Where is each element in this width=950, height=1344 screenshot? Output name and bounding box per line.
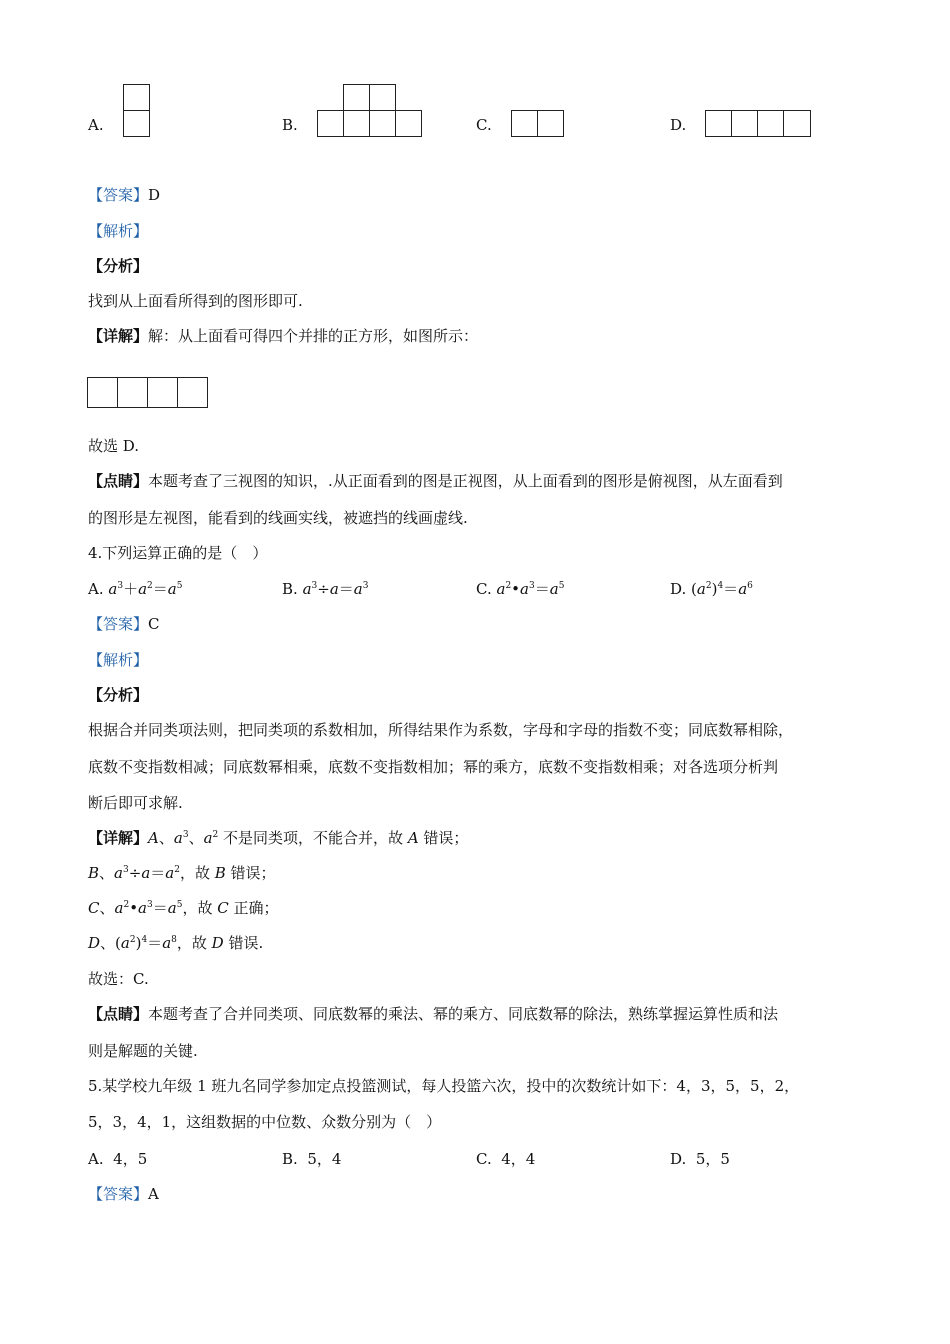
q4-conclusion: 故选：C.	[88, 970, 149, 988]
q3-option-d-figure	[705, 110, 812, 138]
q3-comment-line1: 【点睛】本题考查了三视图的知识，.从正面看到的图是正视图，从上面看到的图形是俯视图，从左面看到	[88, 472, 783, 490]
q4-option-c: C. $a^2•a^3=a^5$	[476, 580, 565, 598]
q4-analysis-heading: 【解析】	[88, 651, 149, 669]
q4-option-b: B. $a^3\div a=a^3$	[282, 580, 369, 598]
q4-detail-b: B、$a^3\div a=a^2$，故 B 错误；	[88, 864, 276, 882]
q3-detail: 【详解】解：从上面看可得四个并排的正方形，如图所示：	[88, 327, 479, 345]
q3-conclusion: 故选 D.	[88, 437, 140, 455]
q5-option-c: C. 4，4	[476, 1150, 536, 1168]
q3-fenxi-text: 找到从上面看所得到的图形即可.	[88, 292, 303, 310]
q3-option-b-label: B.	[282, 116, 298, 134]
q3-comment-line2: 的图形是左视图，能看到的线画实线，被遮挡的线画虚线.	[88, 509, 468, 527]
q3-option-c-figure	[511, 110, 565, 138]
q4-fenxi-line1: 根据合并同类项法则，把同类项的系数相加，所得结果作为系数，字母和字母的指数不变；同底数幂相除，	[88, 721, 794, 739]
q5-answer: 【答案】A	[88, 1185, 159, 1203]
q5-option-b: B. 5，4	[282, 1150, 342, 1168]
q3-analysis-heading: 【解析】	[88, 222, 149, 240]
q4-detail-d: D、$(a^2)^4=a^8$，故 D 错误.	[88, 934, 264, 952]
q3-option-b-figure	[317, 84, 423, 138]
q4-fenxi-heading: 【分析】	[88, 686, 149, 704]
q5-option-d: D. 5，5	[670, 1150, 730, 1168]
q4-option-d: D. $(a^2)^4=a^6$	[670, 580, 753, 598]
q5-option-a: A. 4，5	[88, 1150, 148, 1168]
q3-option-a-figure	[123, 84, 150, 138]
q4-fenxi-line2: 底数不变指数相减；同底数幂相乘，底数不变指数相加；幂的乘方，底数不变指数相乘；对各选项分析判	[88, 758, 779, 776]
q4-comment-line1: 【点睛】本题考查了合并同类项、同底数幂的乘法、幂的乘方、同底数幂的除法，熟练掌握运算性质和法	[88, 1005, 779, 1023]
q4-detail-a: 【详解】A、$a^3$、$a^2$ 不是同类项，不能合并，故 A 错误；	[88, 829, 469, 847]
q4-answer: 【答案】C	[88, 615, 160, 633]
q4-comment-line2: 则是解题的关键.	[88, 1042, 198, 1060]
q5-stem-line2: 5，3，4，1，这组数据的中位数、众数分别为（ ）	[88, 1113, 442, 1131]
q3-option-d-label: D.	[670, 116, 687, 134]
q4-option-a: A. $a^3+a^2=a^5$	[88, 580, 183, 598]
q3-fenxi-heading: 【分析】	[88, 257, 149, 275]
q3-answer: 【答案】D	[88, 186, 161, 204]
q3-option-c-label: C.	[476, 116, 492, 134]
q4-detail-c: C、$a^2•a^3=a^5$，故 C 正确；	[88, 899, 279, 917]
q4-stem: 4.下列运算正确的是（ ）	[88, 544, 268, 562]
q3-detail-figure	[87, 377, 208, 409]
q5-stem-line1: 5.某学校九年级 1 班九名同学参加定点投篮测试，每人投篮六次，投中的次数统计如下：4，3，5，5，2，	[88, 1077, 800, 1095]
q4-fenxi-line3: 断后即可求解.	[88, 794, 183, 812]
q3-option-a-label: A.	[88, 116, 104, 134]
